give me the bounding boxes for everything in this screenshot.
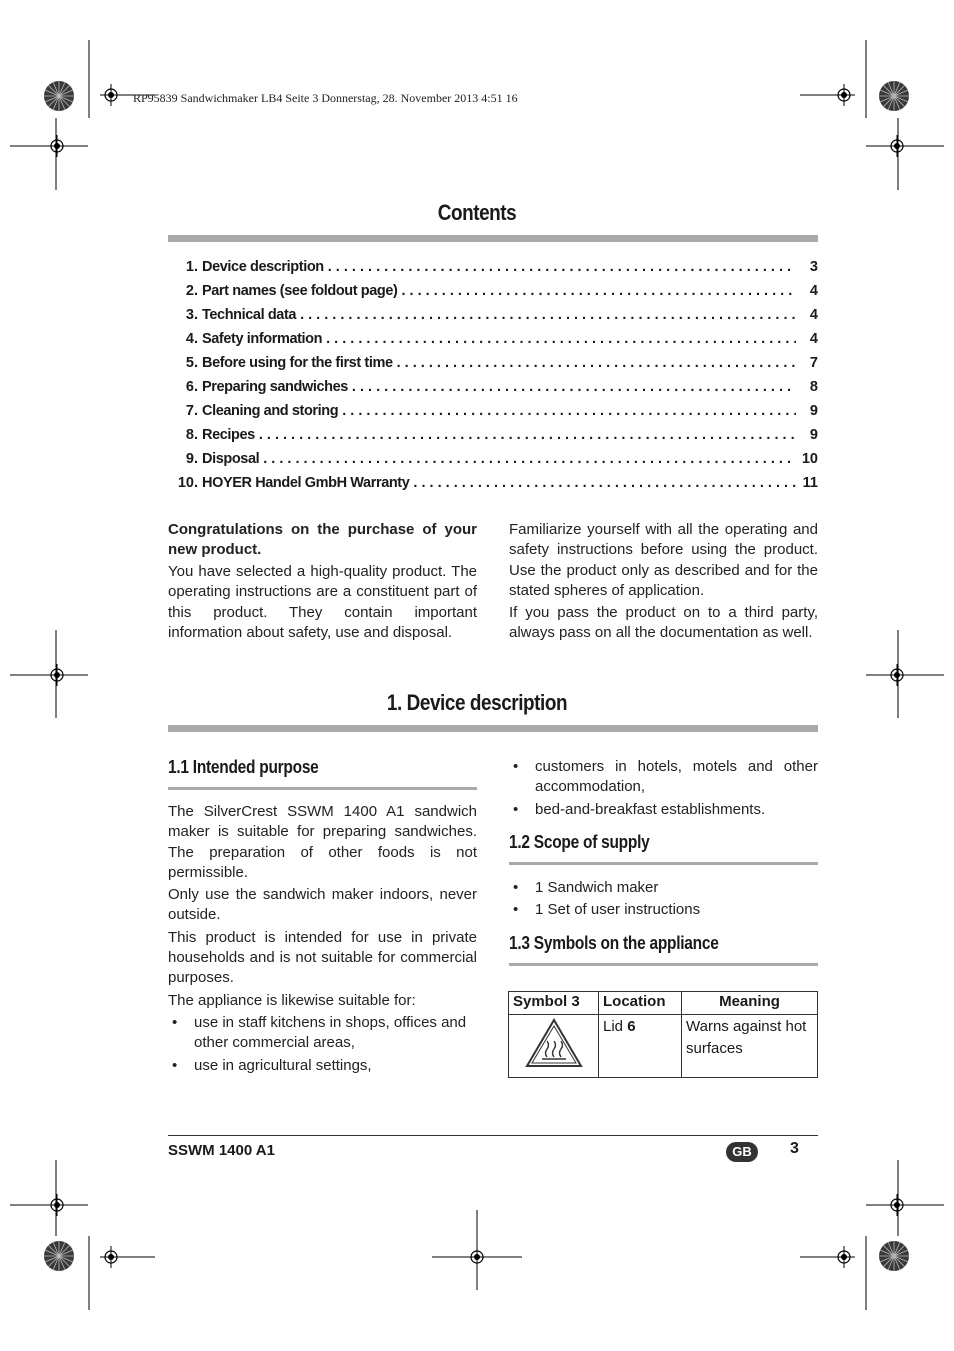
print-header: RP95839 Sandwichmaker LB4 Seite 3 Donnerstag, 28. November 2013 4:51 16 (133, 91, 518, 105)
sunburst-mark-icon (878, 80, 910, 112)
hot-surface-warning-icon (524, 1056, 584, 1073)
toc-dot-leader (338, 403, 796, 419)
toc-dot-leader (259, 451, 796, 467)
footer-rule (168, 1135, 818, 1136)
sunburst-mark-icon (878, 1240, 910, 1272)
heading-rule (509, 963, 818, 966)
page-number: 3 (790, 1140, 799, 1157)
toc-dot-leader (348, 379, 796, 395)
list-item: • use in staff kitchens in shops, offices and other commercial areas, (168, 1013, 477, 1054)
footer-model: SSWM 1400 A1 (168, 1142, 275, 1159)
toc-dot-leader (397, 283, 796, 299)
location-text: Lid (603, 1018, 628, 1035)
toc-entry-page: 7 (809, 355, 818, 371)
toc-entry-title: Before using for the first time (202, 355, 393, 371)
column-header: Meaning (682, 992, 818, 1015)
language-badge: GB (726, 1142, 758, 1162)
toc-entry-page: 3 (809, 259, 818, 275)
table-of-contents (168, 255, 818, 495)
toc-entry-number: 3. (185, 307, 198, 323)
registration-mark-icon (886, 664, 908, 686)
toc-entry-title: Technical data (202, 307, 297, 323)
toc-entry-title: Recipes (202, 427, 255, 443)
toc-entry-title: HOYER Handel GmbH Warranty (202, 475, 410, 491)
toc-entry[interactable] (168, 351, 818, 375)
list-item: • customers in hotels, motels and other accommodation, (509, 757, 818, 798)
paragraph: The SilverCrest SSWM 1400 A1 sandwich maker is suitable for preparing sandwiches. The preparation of other foods is not permissible. (168, 803, 477, 881)
registration-mark-icon (100, 84, 122, 106)
toc-entry-title: Device description (202, 259, 324, 275)
toc-entry-number: 10. (177, 475, 198, 491)
registration-mark-icon (46, 1194, 68, 1216)
bullet-list (509, 757, 818, 820)
toc-entry-page: 9 (809, 427, 818, 443)
registration-mark-icon (466, 1246, 488, 1268)
toc-entry[interactable] (168, 279, 818, 303)
intro-right-paragraph-2: If you pass the product on to a third party, always pass on all the documentation as well. (509, 604, 818, 642)
column-header: Symbol 3 (509, 992, 599, 1015)
registration-mark-icon (46, 135, 68, 157)
toc-entry-number: 6. (185, 379, 198, 395)
intro-right-column (509, 520, 818, 644)
intro-left-column (168, 520, 477, 643)
paragraph: The appliance is likewise suitable for: (168, 991, 416, 1009)
intended-purpose-text (168, 802, 477, 1076)
toc-entry-title: Safety information (202, 331, 323, 347)
toc-entry-title: Part names (see foldout page) (202, 283, 398, 299)
toc-dot-leader (393, 355, 796, 371)
location-number: 6 (627, 1018, 636, 1035)
bullet-list (509, 878, 818, 921)
intended-purpose-continued (509, 757, 818, 820)
toc-entry-number: 7. (185, 403, 198, 419)
toc-entry-page: 10 (801, 451, 818, 467)
toc-entry-title: Preparing sandwiches (202, 379, 348, 395)
toc-entry-page: 4 (809, 283, 818, 299)
registration-mark-icon (46, 664, 68, 686)
symbols-table (508, 991, 818, 1078)
list-item: • use in agricultural settings, (168, 1056, 477, 1076)
toc-dot-leader (324, 259, 796, 275)
toc-entry-page: 4 (809, 307, 818, 323)
toc-entry[interactable] (168, 447, 818, 471)
registration-mark-icon (100, 1246, 122, 1268)
intro-right-paragraph-1: Familiarize yourself with all the operating and safety instructions before using the product. Use the product only as described and for the stated spheres of application. (509, 521, 818, 599)
heading-scope-of-supply: 1.2 Scope of supply (509, 832, 650, 852)
toc-entry[interactable] (168, 327, 818, 351)
section-rule (168, 725, 818, 732)
symbol-cell (509, 1015, 599, 1078)
toc-entry-number: 1. (185, 259, 198, 275)
sunburst-mark-icon (43, 1240, 75, 1272)
toc-entry[interactable] (168, 303, 818, 327)
location-cell (599, 1015, 682, 1078)
meaning-cell: Warns against hot surfaces (682, 1015, 818, 1078)
heading-rule (509, 862, 818, 865)
registration-mark-icon (833, 1246, 855, 1268)
scope-of-supply-list (509, 878, 818, 921)
contents-rule (168, 235, 818, 242)
list-item: • 1 Sandwich maker (509, 878, 818, 898)
toc-entry-title: Disposal (202, 451, 260, 467)
intro-heading: Congratulations on the purchase of your new product. (168, 521, 477, 558)
toc-entry-page: 4 (809, 331, 818, 347)
toc-entry[interactable] (168, 375, 818, 399)
toc-entry-page: 8 (809, 379, 818, 395)
column-header: Location (599, 992, 682, 1015)
toc-entry-number: 2. (185, 283, 198, 299)
toc-entry-title: Cleaning and storing (202, 403, 339, 419)
toc-entry[interactable] (168, 399, 818, 423)
registration-mark-icon (886, 135, 908, 157)
toc-entry[interactable] (168, 471, 818, 495)
sunburst-mark-icon (43, 80, 75, 112)
toc-entry-number: 9. (185, 451, 198, 467)
heading-symbols: 1.3 Symbols on the appliance (509, 933, 719, 953)
toc-entry[interactable] (168, 423, 818, 447)
toc-entry-page: 11 (802, 475, 818, 491)
table-header-row (509, 992, 818, 1015)
heading-intended-purpose: 1.1 Intended purpose (168, 757, 319, 777)
contents-title: Contents (437, 200, 517, 225)
toc-entry-number: 8. (185, 427, 198, 443)
toc-entry-number: 4. (185, 331, 198, 347)
toc-dot-leader (296, 307, 796, 323)
registration-mark-icon (833, 84, 855, 106)
list-item: • 1 Set of user instructions (509, 900, 818, 920)
heading-rule (168, 787, 477, 790)
toc-entry-number: 5. (185, 355, 198, 371)
table-row (509, 1015, 818, 1078)
toc-entry-page: 9 (809, 403, 818, 419)
intro-left-paragraph: You have selected a high-quality product. The operating instructions are a constituent part of this product. They contain important information about safety, use and disposal. (168, 563, 477, 641)
toc-dot-leader (322, 331, 796, 347)
registration-mark-icon (886, 1194, 908, 1216)
list-item: • bed-and-breakfast establishments. (509, 800, 818, 820)
bullet-list (168, 1013, 477, 1076)
section-title: 1. Device description (386, 690, 568, 715)
toc-dot-leader (255, 427, 796, 443)
toc-dot-leader (409, 475, 796, 491)
paragraph: Only use the sandwich maker indoors, never outside. (168, 886, 477, 924)
paragraph: This product is intended for use in private households and is not suitable for commercial purposes. (168, 928, 477, 987)
toc-entry[interactable] (168, 255, 818, 279)
